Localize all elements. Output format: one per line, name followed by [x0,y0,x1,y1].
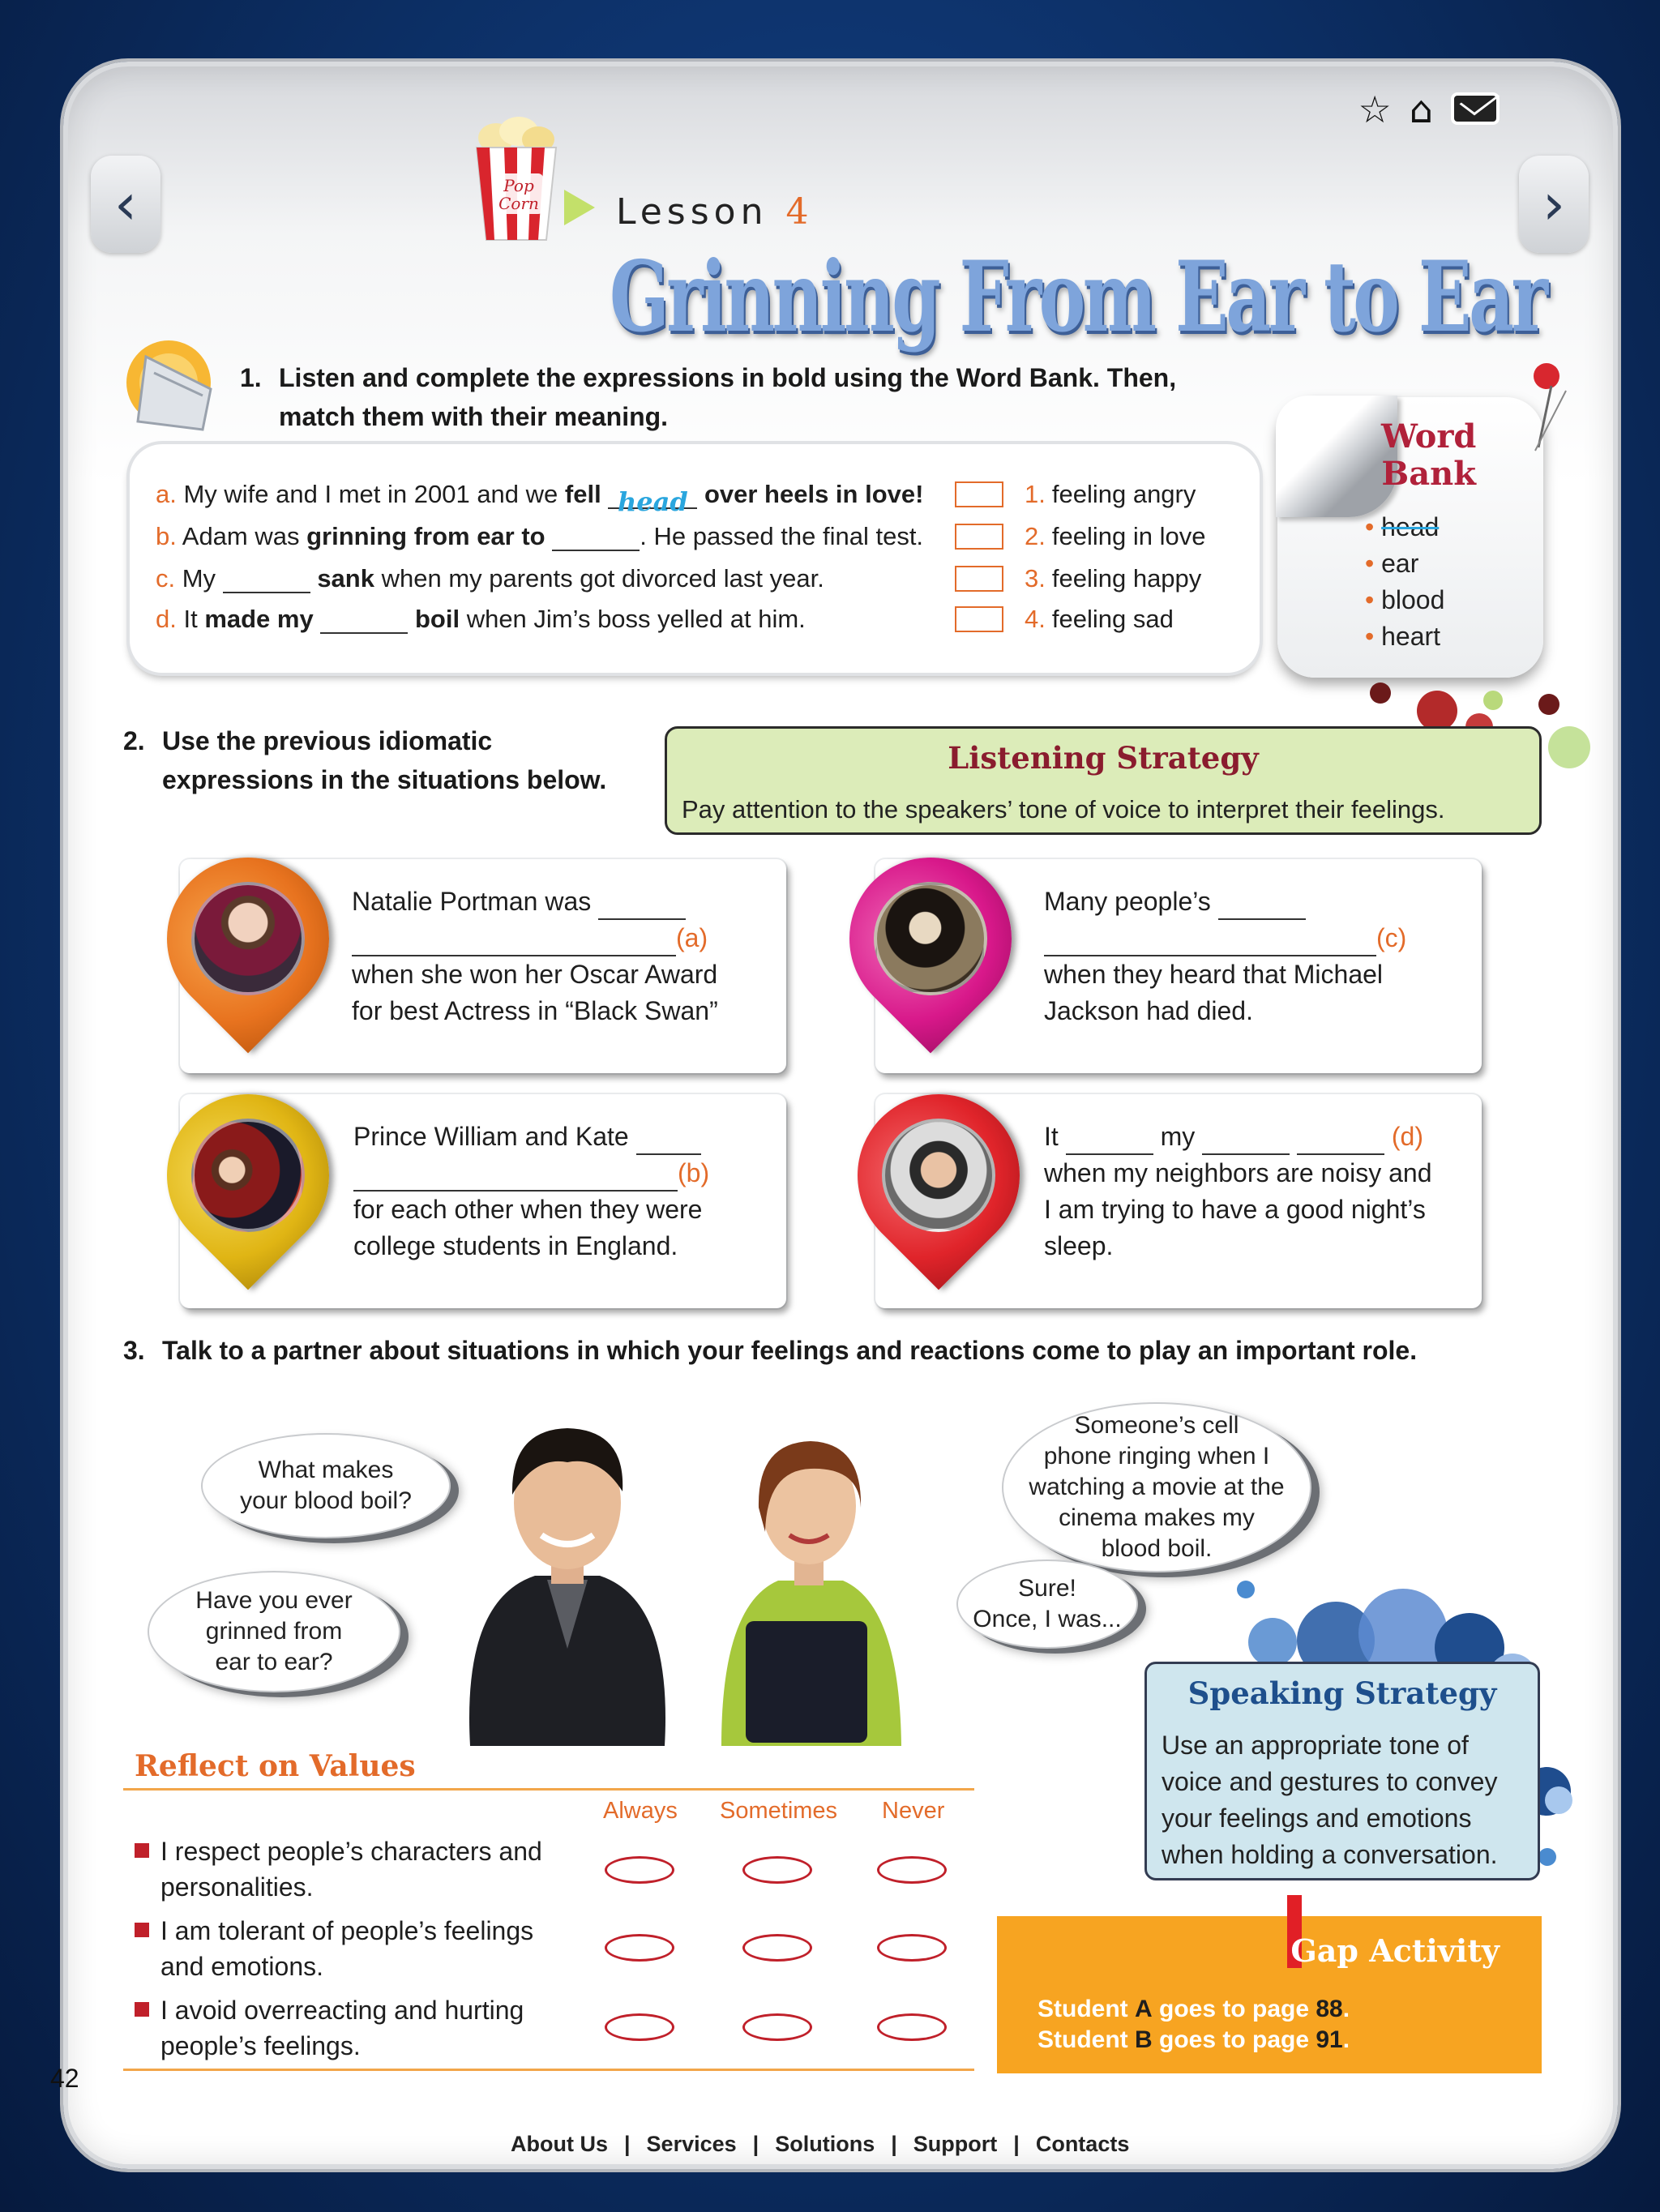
situation-blank[interactable] [1066,1132,1153,1155]
listening-strategy-text: Pay attention to the speakers’ tone of voice to interpret their feelings. [682,795,1445,824]
decor-bubble [1545,1786,1572,1814]
star-icon[interactable]: ☆ [1358,88,1392,131]
option-never-2[interactable] [877,1934,947,1962]
audio-cd-icon[interactable] [122,332,219,438]
meaning-1: 1. feeling angry [955,480,1196,509]
listening-strategy-title: Listening Strategy [948,740,1259,776]
situation-blank[interactable] [1297,1132,1384,1155]
girl-illustration [689,1418,932,1746]
option-always-1[interactable] [605,1856,674,1884]
reflect-item-3: I avoid overreacting and hurting people’s feelings. [135,1992,524,2064]
speaking-strategy-title: Speaking Strategy [1187,1675,1497,1711]
decor-dot [1417,691,1457,731]
gap-activity-box [997,1916,1542,2073]
reflect-item-2: I am tolerant of people’s feelings and emotions. [135,1913,533,1984]
exercise-item-a: a. My wife and I met in 2001 and we fell head over heels in love! [156,480,924,517]
exercise-item-c: c. My sank when my parents got divorced last year. [156,564,824,593]
activity2-instruction: 2. Use the previous idiomatic expressions in the situations below. [123,726,607,794]
match-box-4[interactable] [955,606,1003,632]
word-bank-item: • blood [1365,582,1444,618]
speaking-strategy-text: Use an appropriate tone of voice and gestures to convey your feelings and emotions when holding a conversation. [1162,1731,1498,1869]
column-sometimes: Sometimes [720,1798,838,1824]
column-never: Never [882,1798,945,1824]
situation-card-b: Prince William and Kate (b) for each other when they were college students in England. [180,1094,786,1308]
footer-nav: About Us | Services | Solutions | Support | Contacts [511,2132,1130,2156]
situation-blank[interactable] [1044,934,1376,956]
match-box-3[interactable] [955,566,1003,592]
answer-blank-a[interactable]: head [608,486,697,509]
situation-card-c: Many people’s (c) when they heard that Michael Jackson had died. [875,859,1482,1073]
exercise-item-d: d. It made my boil when Jim’s boss yelled at him. [156,605,806,633]
situation-card-a: Natalie Portman was (a) when she won her Oscar Award for best Actress in “Black Swan” [180,859,786,1073]
speech-bubble-1: What makes your blood boil? [201,1433,451,1538]
speech-bubble-3: Someone’s cell phone ringing when I watching a movie at the cinema makes my blood boil. [1002,1402,1311,1572]
meaning-3: 3. feeling happy [955,564,1201,593]
decor-dot [1483,691,1503,710]
chevron-right-icon: › [1542,171,1565,237]
divider [123,1788,974,1791]
situation-blank[interactable] [636,1132,701,1155]
word-bank-list [1365,509,1444,655]
photo-natalie-portman [191,882,305,995]
column-always: Always [603,1798,678,1824]
option-always-2[interactable] [605,1934,674,1962]
situation-blank[interactable] [598,897,686,920]
activity3-instruction: 3. Talk to a partner about situations in which your feelings and reactions come to play an important role. [123,1336,1418,1365]
listening-strategy-box [665,726,1542,835]
svg-text:Pop: Pop [503,176,534,195]
word-bank [1277,397,1543,678]
answer-blank-c[interactable] [223,571,310,593]
word-bank-item: • heart [1365,618,1444,655]
exercise-item-b: b. Adam was grinning from ear to . He passed the final test. [156,522,924,550]
pushpin-icon [1530,358,1587,456]
mail-icon[interactable] [1451,92,1500,125]
page-number: 42 [50,2064,79,2093]
word-bank-title: Word Bank [1381,417,1477,493]
footer-link-about[interactable]: About Us [511,2132,608,2156]
speaking-strategy-box [1144,1662,1540,1880]
photo-stressed-man [882,1119,995,1232]
footer-link-solutions[interactable]: Solutions [775,2132,875,2156]
reflect-item-1: I respect people’s characters and personalities. [135,1833,542,1905]
situation-blank[interactable] [353,1169,678,1192]
decor-bubble [1248,1618,1297,1666]
option-sometimes-1[interactable] [742,1856,812,1884]
option-never-3[interactable] [877,2013,947,2041]
meaning-4: 4. feeling sad [955,605,1174,634]
option-never-1[interactable] [877,1856,947,1884]
footer-link-services[interactable]: Services [646,2132,737,2156]
lesson-number: 4 [785,191,814,233]
footer-link-support[interactable]: Support [913,2132,998,2156]
option-sometimes-3[interactable] [742,2013,812,2041]
match-box-2[interactable] [955,524,1003,550]
meaning-2: 2. feeling in love [955,522,1205,551]
option-sometimes-2[interactable] [742,1934,812,1962]
situation-blank[interactable] [1202,1132,1290,1155]
chevron-left-icon: ‹ [114,171,137,237]
speech-bubble-4: Sure! Once, I was... [956,1560,1138,1649]
photo-michael-jackson [874,882,987,995]
footer-link-contacts[interactable]: Contacts [1035,2132,1130,2156]
match-box-1[interactable] [955,481,1003,507]
situation-card-d: It my (d) when my neighbors are noisy and I am trying to have a good night’s sleep. [875,1094,1482,1308]
situation-blank[interactable] [1218,897,1306,920]
decor-dot [1548,726,1590,768]
prev-page-button[interactable] [91,156,160,253]
activity1-instruction: 1. Listen and complete the expressions in bold using the Word Bank. Then, match them with their meaning. [240,363,1177,431]
decor-dot [1538,694,1559,715]
reflect-title: Reflect on Values [135,1749,416,1783]
page-curl [1276,396,1397,517]
divider [123,2069,974,2071]
boy-illustration [438,1414,697,1746]
exercise1-box [130,444,1260,673]
word-bank-item: • ear [1365,546,1444,582]
situation-blank[interactable] [352,934,676,956]
gap-activity-text: Student A goes to page 88. Student B goes to page 91. [1038,1996,1350,2053]
popcorn-icon [472,115,561,245]
next-page-button[interactable] [1519,156,1589,253]
play-arrow-icon [564,190,595,225]
top-toolbar [1358,88,1500,131]
home-icon[interactable]: ⌂ [1409,88,1433,131]
photo-prince-william-kate [191,1119,305,1232]
svg-text:Corn: Corn [498,194,539,213]
answer-blank-d[interactable] [320,611,408,634]
decor-dot [1370,682,1391,704]
answer-blank-b[interactable] [552,528,640,551]
speech-bubble-2: Have you ever grinned from ear to ear? [148,1571,400,1692]
page-title: Grinning From Ear to Ear [610,240,1546,354]
gap-activity-title: Gap Activity [1290,1932,1500,1969]
lesson-label: Lesson 4 [616,191,814,233]
decor-bubble [1237,1581,1255,1598]
decor-bubble [1538,1848,1556,1866]
option-always-3[interactable] [605,2013,674,2041]
word-bank-item: • head [1365,509,1444,546]
